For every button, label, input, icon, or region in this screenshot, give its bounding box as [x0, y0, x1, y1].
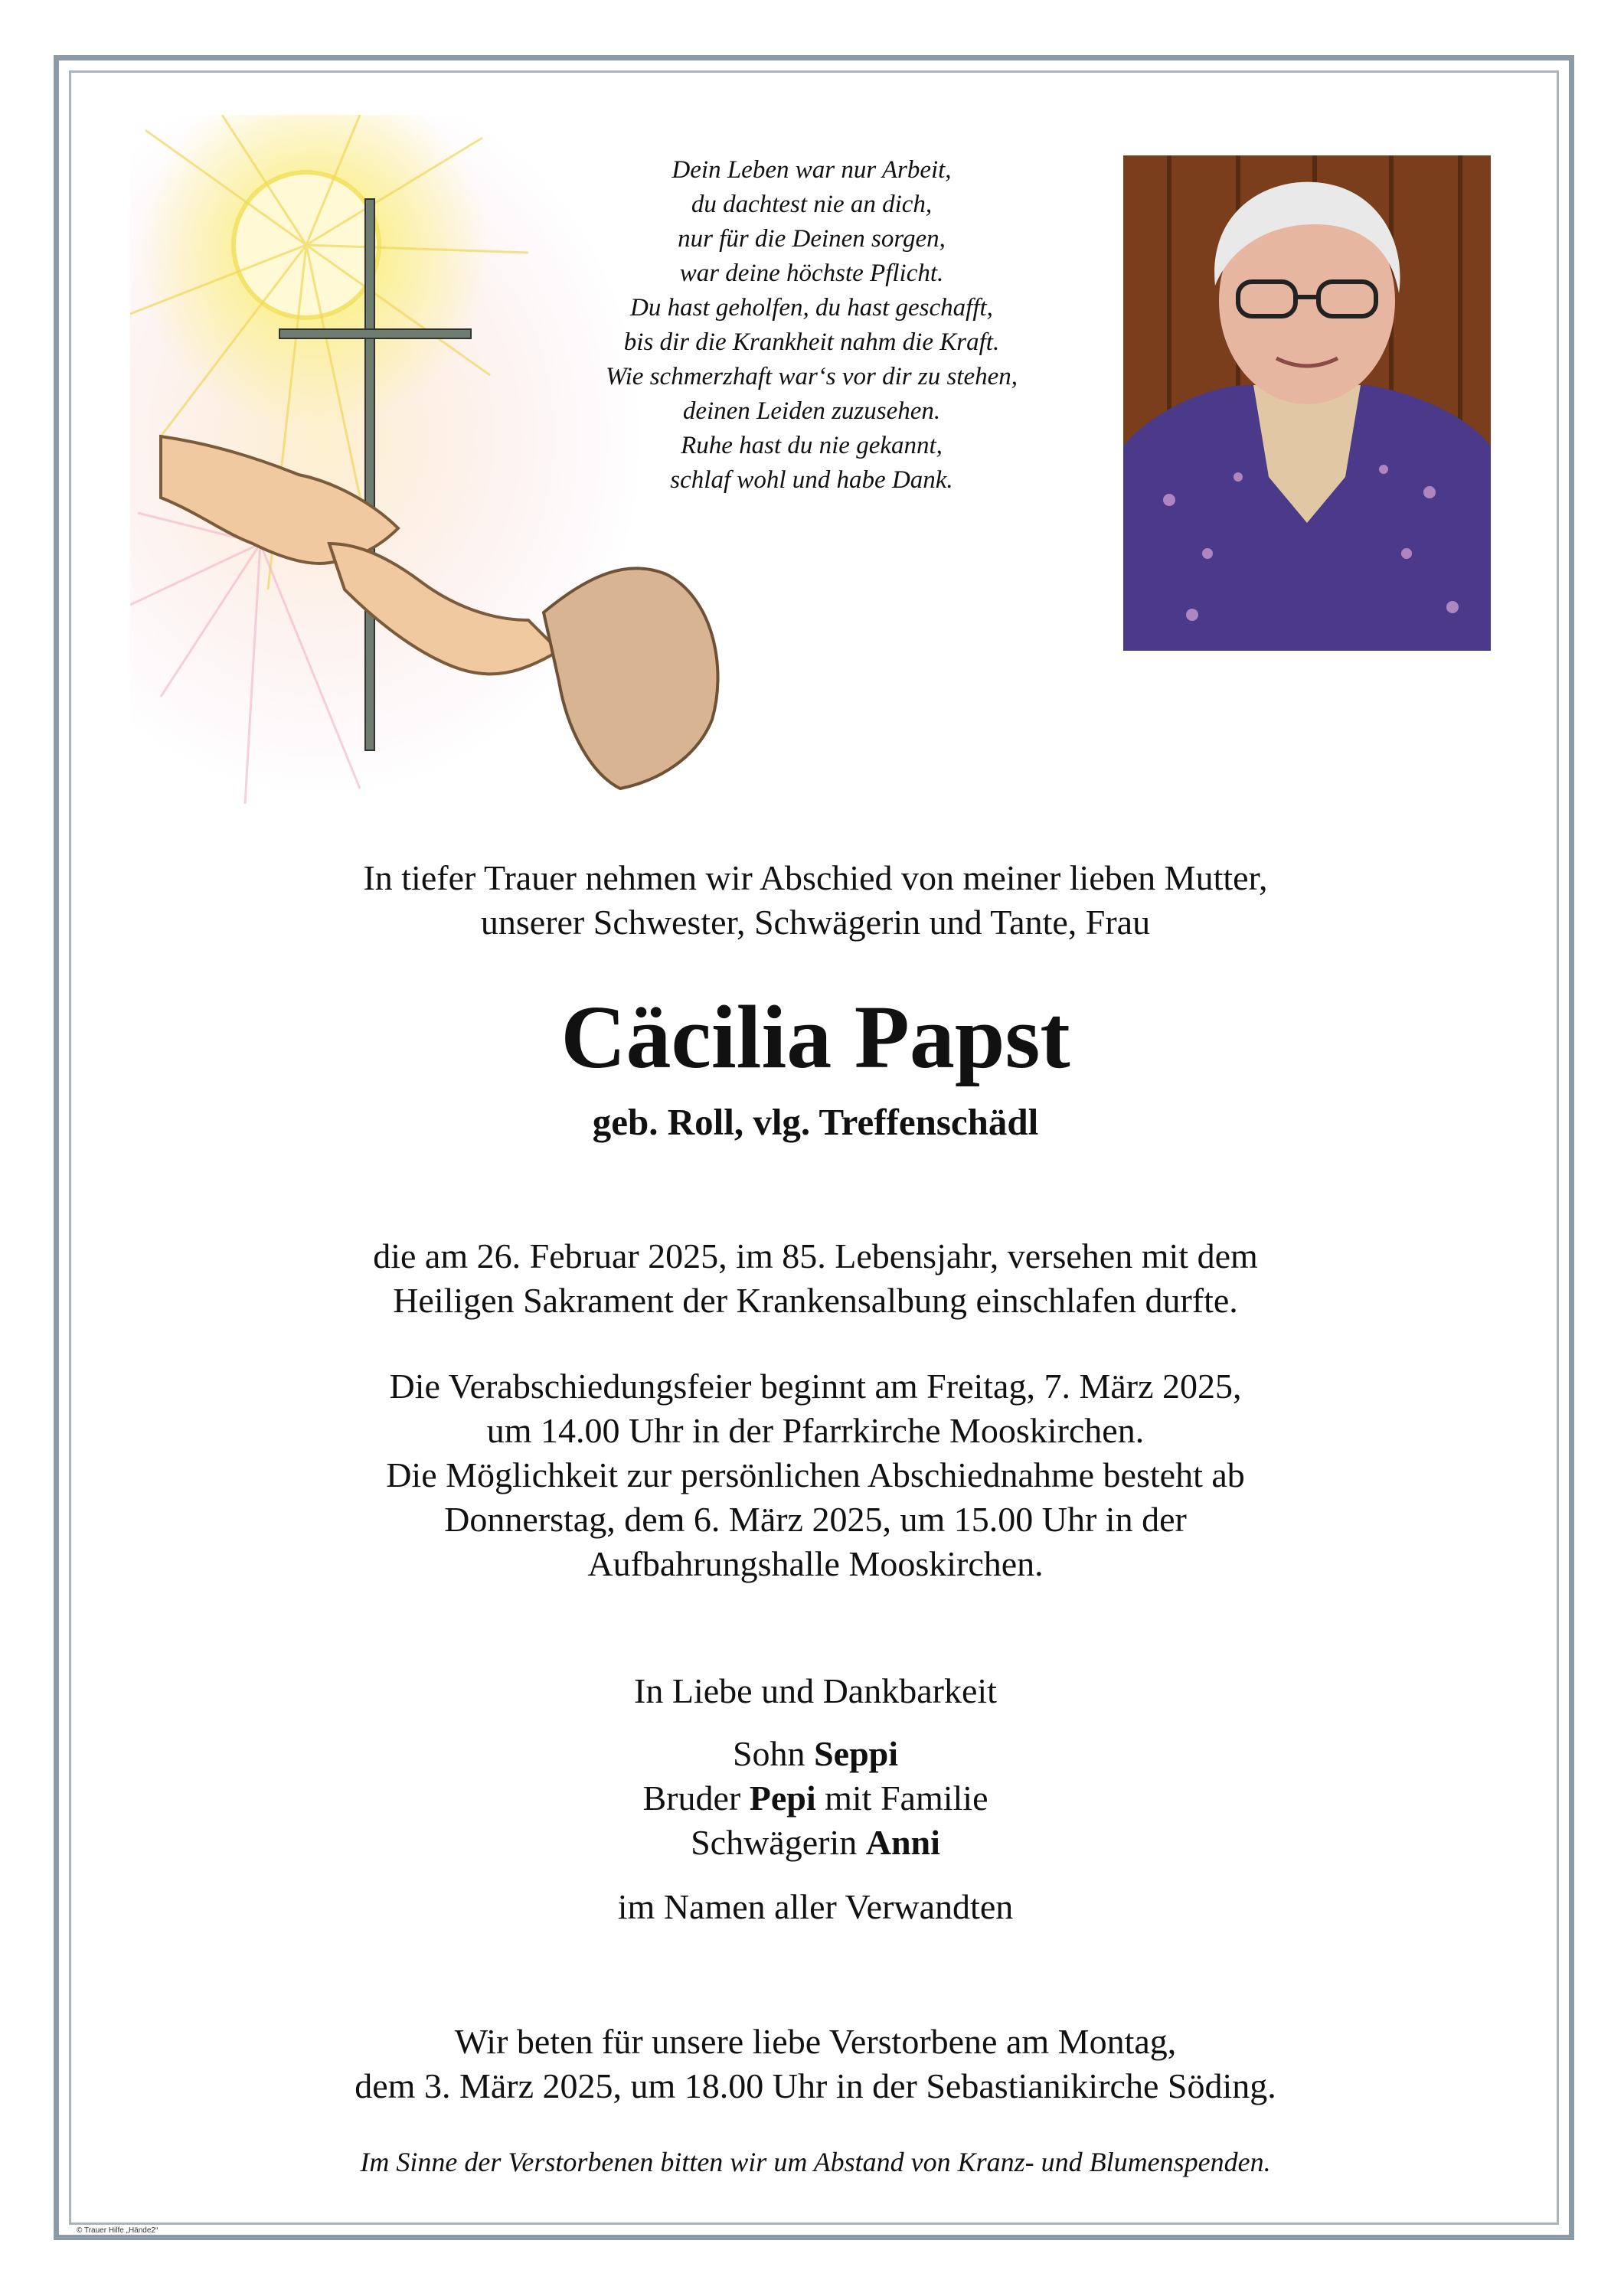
family-relation: Schwägerin	[691, 1823, 858, 1862]
family-relation: Sohn	[732, 1734, 805, 1773]
ceremony-line: um 14.00 Uhr in der Pfarrkirche Mooskirchen.	[486, 1411, 1145, 1450]
maiden-name: geb. Roll, vlg. Treffenschädl	[592, 1101, 1039, 1143]
poem-line: Du hast geholfen, du hast geschafft,	[630, 294, 993, 322]
poem-line: Ruhe hast du nie gekannt,	[681, 432, 943, 459]
poem-line: bis dir die Krankheit nahm die Kraft.	[623, 328, 1000, 356]
prayer-notice	[153, 2020, 1478, 2108]
prayer-line: Wir beten für unsere liebe Verstorbene am Montag,	[454, 2022, 1177, 2061]
poem-line: war deine höchste Pflicht.	[679, 260, 944, 287]
ceremony-line: Die Verabschiedungsfeier beginnt am Freitag, 7. März 2025,	[389, 1367, 1242, 1406]
death-line: die am 26. Februar 2025, im 85. Lebensjahr, versehen mit dem	[373, 1236, 1258, 1275]
family-name: Pepi	[749, 1778, 816, 1818]
poem-line: schlaf wohl und habe Dank.	[670, 466, 953, 494]
poem-line: du dachtest nie an dich,	[691, 191, 933, 218]
poem-line: nur für die Deinen sorgen,	[678, 225, 946, 253]
intro-text	[153, 856, 1478, 945]
family-member	[153, 1776, 1478, 1821]
ceremony-info	[153, 1364, 1478, 1586]
poem-line: deinen Leiden zuzusehen.	[682, 397, 941, 425]
poem-line: Wie schmerzhaft war‘s vor dir zu stehen,	[605, 363, 1018, 390]
deceased-name: Cäcilia Papst	[560, 987, 1070, 1087]
family-name: Anni	[865, 1823, 940, 1862]
ceremony-line: Donnerstag, dem 6. März 2025, um 15.00 Uhr in der	[444, 1500, 1187, 1539]
family-suffix: mit Familie	[825, 1778, 988, 1818]
ceremony-line: Die Möglichkeit zur persönlichen Abschiednahme besteht ab	[386, 1455, 1245, 1494]
intro-line: In tiefer Trauer nehmen wir Abschied von meiner lieben Mutter,	[363, 858, 1268, 897]
family-name: Seppi	[814, 1734, 899, 1773]
family-member	[153, 1732, 1478, 1776]
family-relation: Bruder	[642, 1778, 741, 1818]
poem-line: Dein Leben war nur Arbeit,	[671, 156, 952, 184]
portrait-photo	[1123, 155, 1491, 651]
closing-phrase: In Liebe und Dankbarkeit	[634, 1671, 997, 1710]
image-credit: © Trauer Hilfe „Hände2“	[77, 2226, 158, 2235]
prayer-line: dem 3. März 2025, um 18.00 Uhr in der Sebastianikirche Söding.	[355, 2066, 1276, 2105]
relatives-line: im Namen aller Verwandten	[617, 1887, 1014, 1926]
intro-line: unserer Schwester, Schwägerin und Tante, Frau	[480, 903, 1151, 942]
flower-request: Im Sinne der Verstorbenen bitten wir um Abstand von Kranz- und Blumenspenden.	[360, 2147, 1271, 2177]
family-list	[153, 1732, 1478, 1865]
death-line: Heiligen Sakrament der Krankensalbung einschlafen durfte.	[393, 1281, 1238, 1320]
ceremony-line: Aufbahrungshalle Mooskirchen.	[587, 1544, 1044, 1583]
death-notice	[153, 1234, 1478, 1323]
memorial-poem	[536, 153, 1087, 498]
family-member	[153, 1821, 1478, 1865]
